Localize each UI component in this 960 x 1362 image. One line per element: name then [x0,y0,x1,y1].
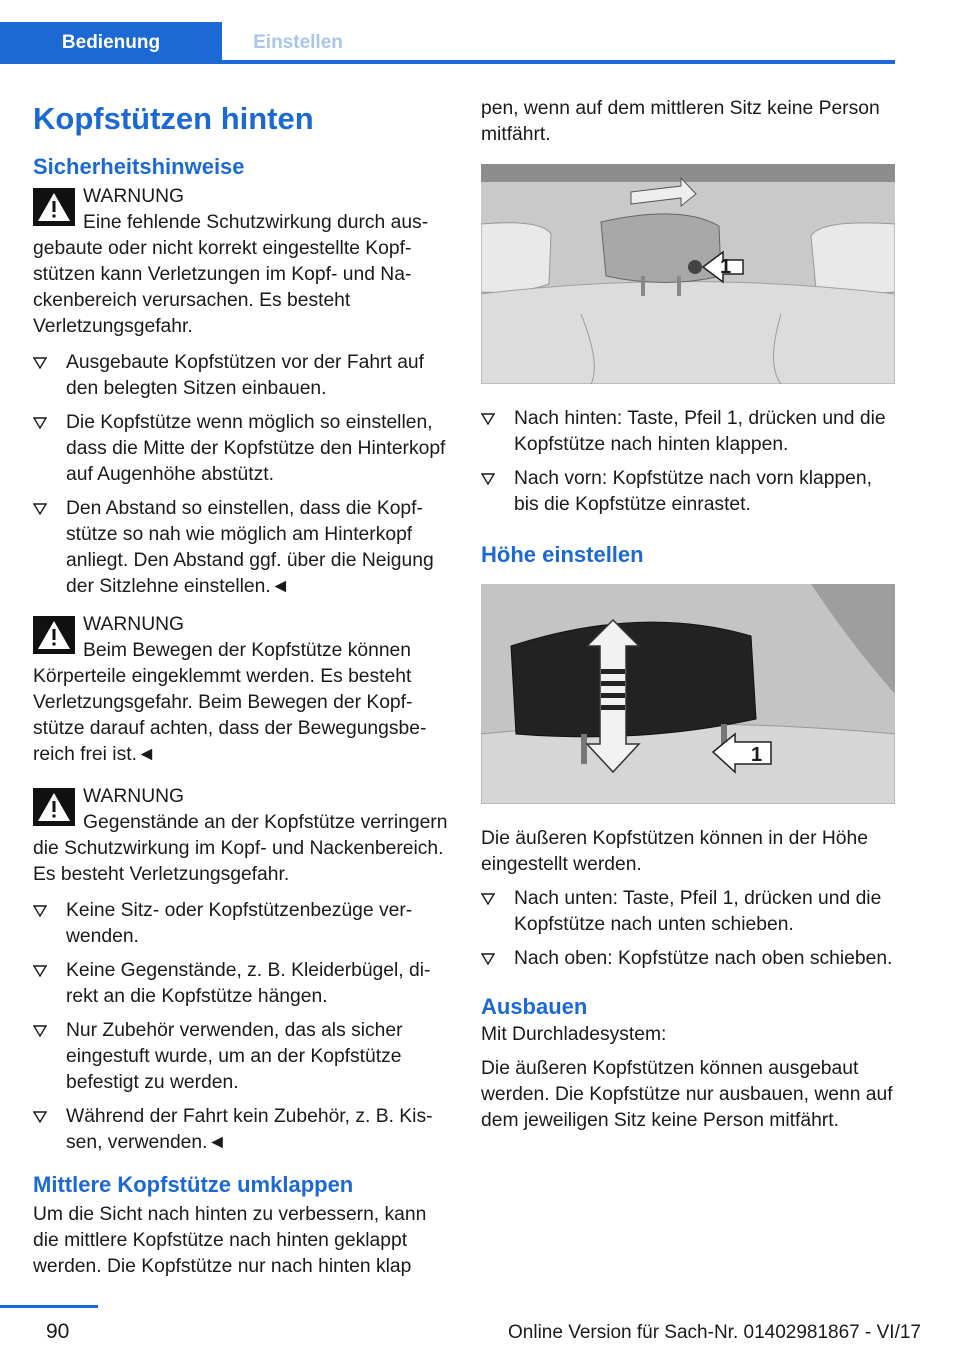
list-item: Keine Sitz- oder Kopfstützenbezüge verwenden. [33,898,451,950]
warning-block-3 [33,784,451,888]
fold-text: Um die Sicht nach hinten zu verbessern, kann die mittlere Kopfstütze nach hinten geklappt werden. Die Kopfstütze nur nach hinten klap [33,1204,427,1277]
fold-list [481,406,895,518]
list-item: Die Kopfstütze wenn möglich so einstellen, dass die Mitte der Kopfstütze den Hinterkopf auf Augenhöhe abstützt. [33,410,451,488]
list-item: Nur Zubehör verwenden, das als sicher eingestuft wurde, um an der Kopfstütze befestigt zu werden. [33,1018,451,1096]
warning-text: Eine fehlende Schutzwirkung durch ausgebaute oder nicht korrekt eingestellte Kopfstützen kann Verletzungen im Kopf- und Nackenbereich verursachen. Es besteht Verletzungsgefahr. [33,212,429,337]
headrest-height-illustration [481,584,895,804]
list-item: Nach vorn: Kopfstütze nach vorn klappen, bis die Kopfstütze einrastet. [481,466,895,518]
warning-icon [33,616,75,654]
warning-label: WARNUNG [83,786,185,807]
remove-subheading: Mit Durchladesystem: [481,1024,667,1045]
bullet-triangle-icon [481,893,495,905]
fold-text-continued: pen, wenn auf dem mittleren Sitz keine Person mitfährt. [481,98,880,145]
page-title: Kopfstützen hinten [33,101,314,136]
warning-1-list [33,350,451,600]
remove-heading: Ausbauen [481,994,588,1019]
bullet-triangle-icon [33,417,47,429]
list-item: Ausgebaute Kopfstützen vor der Fahrt auf den belegten Sitzen einbauen. [33,350,451,402]
fold-heading: Mittlere Kopfstütze umklappen [33,1172,354,1197]
height-heading: Höhe einstellen [481,542,644,567]
callout-label: 1 [751,744,763,766]
bullet-triangle-icon [33,503,47,515]
header-tabs [0,22,895,62]
safety-heading: Sicherheitshinweise [33,154,245,179]
list-item: Nach unten: Taste, Pfeil 1, drücken und die Kopfstütze nach unten schieben. [481,886,895,938]
tab-bedienung[interactable]: Bedienung [0,22,222,62]
bullet-triangle-icon [33,1025,47,1037]
height-text: Die äußeren Kopfstützen können in der Höhe eingestellt werden. [481,828,868,875]
bullet-triangle-icon [33,965,47,977]
warning-text: Gegenstände an der Kopfstütze verringern die Schutzwirkung im Kopf- und Nackenbereich. Es besteht Verletzungsgefahr. [33,812,448,885]
figure-headrest-height [481,584,895,804]
warning-text: Beim Bewegen der Kopfstütze können Körperteile eingeklemmt werden. Es besteht Verletzungsgefahr. Beim Bewegen der Kopfstütze darauf achten, dass der Bewegungsbereich frei ist.◄ [33,640,427,765]
footer-divider [0,1305,98,1308]
figure-headrest-fold [481,164,895,384]
list-item: Während der Fahrt kein Zubehör, z. B. Kissen, verwenden.◄ [33,1104,451,1156]
left-column [33,96,451,1288]
list-item: Keine Gegenstände, z. B. Kleiderbügel, direkt an die Kopfstütze hängen. [33,958,451,1010]
warning-icon [33,788,75,826]
height-list [481,886,895,972]
bullet-triangle-icon [33,357,47,369]
list-item: Nach oben: Kopfstütze nach oben schieben. [481,946,895,972]
bullet-triangle-icon [481,473,495,485]
tab-einstellen[interactable]: Einstellen [253,32,343,53]
right-column [481,96,895,1142]
remove-text: Die äußeren Kopfstützen können ausgebaut werden. Die Kopfstütze nur ausbauen, wenn auf dem jeweiligen Sitz keine Person mitfährt. [481,1058,893,1131]
warning-icon [33,188,75,226]
list-item: Nach hinten: Taste, Pfeil 1, drücken und die Kopfstütze nach hinten klappen. [481,406,895,458]
warning-block-1 [33,184,451,340]
bullet-triangle-icon [481,413,495,425]
list-item: Den Abstand so einstellen, dass die Kopfstütze so nah wie möglich am Hinterkopf anliegt. Den Abstand ggf. über die Neigung der Sitzlehne einstellen.◄ [33,496,451,600]
bullet-triangle-icon [33,905,47,917]
warning-block-2 [33,612,451,768]
bullet-triangle-icon [33,1111,47,1123]
page-number: 90 [46,1320,70,1343]
online-version-note: Online Version für Sach-Nr. 01402981867 - VI/17 [508,1322,921,1343]
warning-label: WARNUNG [83,614,185,635]
bullet-triangle-icon [481,953,495,965]
header-divider [0,60,895,64]
warning-label: WARNUNG [83,186,185,207]
warning-3-list [33,898,451,1156]
callout-label: 1 [720,256,732,278]
headrest-fold-illustration [481,164,895,384]
